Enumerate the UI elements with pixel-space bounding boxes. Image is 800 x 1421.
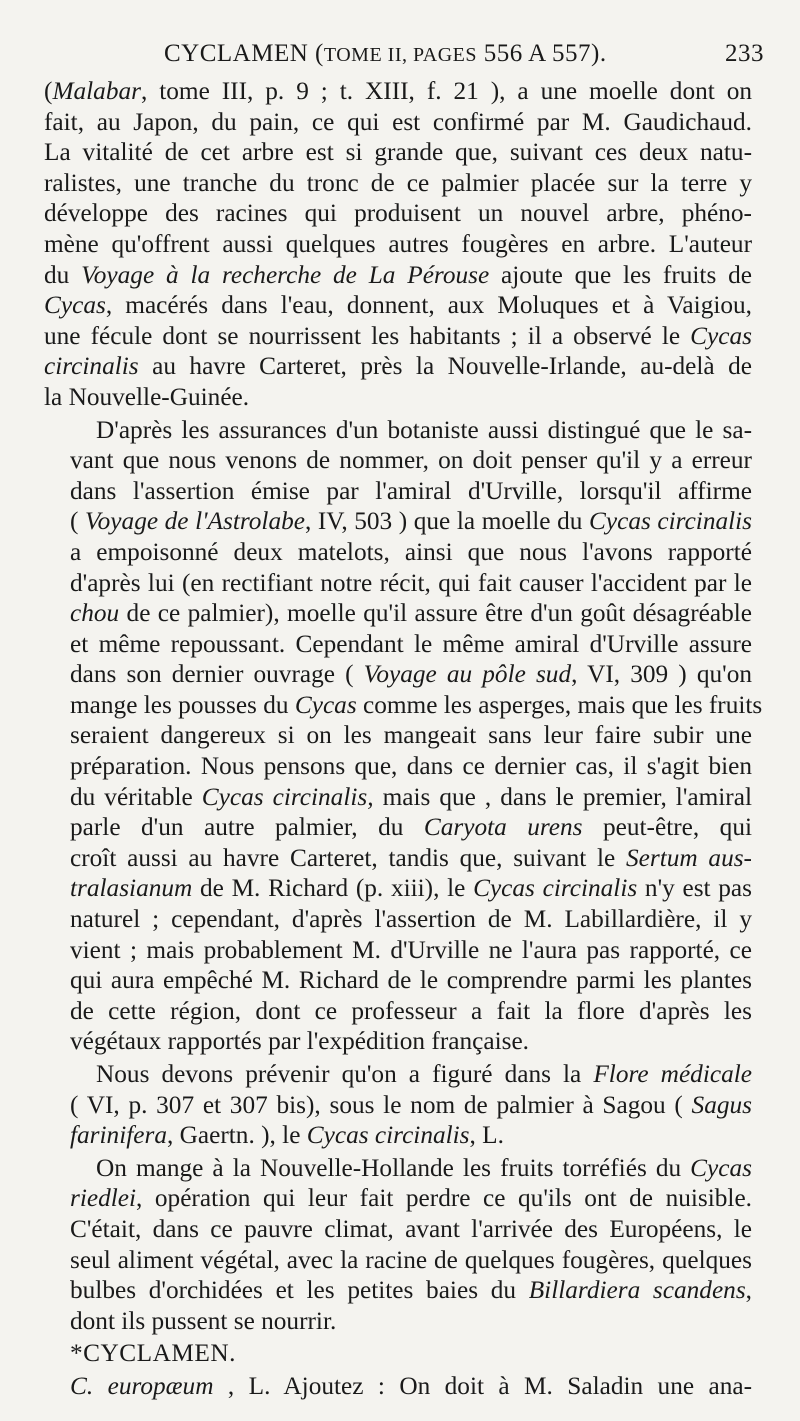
paragraph — [44, 76, 752, 413]
running-head — [44, 40, 764, 74]
text-line: ralistes, une tranche du tronc de ce palmier placée sur la terre y — [44, 168, 752, 197]
text-line: C'était, dans ce pauvre climat, avant l'arrivée des Européens, le — [70, 1214, 752, 1243]
text-line: seul aliment végétal, avec la racine de quelques fougères, quelques — [70, 1245, 752, 1274]
text-line: dans l'assertion émise par l'amiral d'Urville, lorsqu'il affirme — [70, 476, 752, 505]
running-head-title — [164, 40, 607, 68]
text-line: dont ils pussent se nourrir. — [70, 1306, 337, 1335]
text-line: dans son dernier ouvrage ( Voyage au pôle sud, VI, 309 ) qu'on — [70, 660, 752, 689]
section-heading-text: *CYCLAMEN. — [70, 1339, 236, 1368]
text-line: a empoisonné deux matelots, ainsi que nous l'avons rapporté — [70, 537, 752, 566]
text-line: d'après lui (en rectifiant notre récit, qui fait causer l'accident par le — [70, 568, 752, 597]
text-line: du véritable Cycas circinalis, mais que , dans le premier, l'amiral — [70, 782, 752, 811]
running-head-title-prefix: CYCLAMEN ( — [164, 40, 324, 67]
text-line: développe des racines qui produisent un nouvel arbre, phéno- — [44, 199, 752, 228]
text-line: une fécule dont se nourrissent les habitants ; il a observé le Cycas — [44, 321, 752, 350]
text-line: ( Voyage de l'Astrolabe, IV, 503 ) que la moelle du Cycas circinalis — [70, 507, 753, 536]
text-line: (Malabar, tome III, p. 9 ; t. XIII, f. 21 ), a une moelle dont on — [44, 77, 752, 105]
text-line: préparation. Nous pensons que, dans ce dernier cas, il s'agit bien — [70, 752, 752, 781]
text-line: naturel ; cependant, d'après l'assertion de M. Labillardière, il y — [70, 905, 752, 934]
page-number: 233 — [725, 40, 764, 67]
text-line: de cette région, dont ce professeur a fait la flore d'après les — [70, 996, 752, 1025]
text-line: bulbes d'orchidées et les petites baies du Billardiera scandens, — [70, 1276, 752, 1305]
text-line: vant que nous venons de nommer, on doit penser qu'il y a erreur — [70, 446, 752, 475]
text-line: seraient dangereux si on les mangeait sans leur faire subir une — [70, 721, 752, 750]
paragraph — [44, 1059, 752, 1151]
text-line: parle d'un autre palmier, du Caryota urens peut-être, qui — [70, 813, 752, 842]
text-line: On mange à la Nouvelle-Hollande les fruits torréfiés du Cycas — [96, 1153, 752, 1182]
text-line: chou de ce palmier), moelle qu'il assure être d'un goût désagréable — [70, 599, 752, 628]
text-line: circinalis au havre Carteret, près la Nouvelle-Irlande, au-delà de — [44, 352, 752, 381]
text-line: du Voyage à la recherche de La Pérouse ajoute que les fruits de — [44, 260, 752, 289]
text-line: ( VI, p. 307 et 307 bis), sous le nom de palmier à Sagou ( Sagus — [70, 1090, 752, 1119]
text-line: mange les pousses du Cycas comme les asperges, mais que les fruits — [70, 690, 763, 719]
text-line: C. europæum , L. Ajoutez : On doit à M. Saladin une ana- — [70, 1371, 753, 1400]
text-line: croît aussi au havre Carteret, tandis que, suivant le Sertum aus- — [70, 843, 752, 872]
body-text — [44, 76, 763, 1402]
entry-line — [44, 1371, 752, 1402]
text-line: D'après les assurances d'un botaniste aussi distingué que le sa- — [96, 415, 752, 444]
text-line: La vitalité de cet arbre est si grande que, suivant ces deux natu- — [44, 138, 752, 167]
text-line: tralasianum de M. Richard (p. xiii), le Cycas circinalis n'y est pas — [70, 874, 752, 903]
paragraph — [44, 1153, 752, 1337]
text-line: vient ; mais probablement M. d'Urville ne l'aura pas rapporté, ce — [70, 935, 752, 964]
text-line: végétaux rapportés par l'expédition française. — [70, 1027, 530, 1056]
running-head-title-suffix: 556 A 557). — [477, 40, 607, 67]
text-line: la Nouvelle-Guinée. — [44, 382, 250, 411]
text-line: farinifera, Gaertn. ), le Cycas circinalis, L. — [70, 1121, 504, 1150]
text-line: fait, au Japon, du pain, ce qui est confirmé par M. Gaudichaud. — [44, 107, 752, 136]
running-head-title-small: TOME II, PAGES — [323, 44, 477, 66]
paragraph — [44, 415, 763, 1057]
text-line: Nous devons prévenir qu'on a figuré dans la Flore médicale — [96, 1060, 752, 1088]
text-line: mène qu'offrent aussi quelques autres fougères en arbre. L'auteur — [44, 229, 752, 258]
text-line: Cycas, macérés dans l'eau, donnent, aux Moluques et à Vaigiou, — [44, 291, 752, 320]
text-line: et même repoussant. Cependant le même amiral d'Urville assure — [70, 629, 752, 658]
text-line: qui aura empêché M. Richard de le comprendre parmi les plantes — [70, 966, 752, 995]
text-line: riedlei, opération qui leur fait perdre ce qu'ils ont de nuisible. — [70, 1184, 752, 1213]
section-heading — [44, 1338, 752, 1369]
